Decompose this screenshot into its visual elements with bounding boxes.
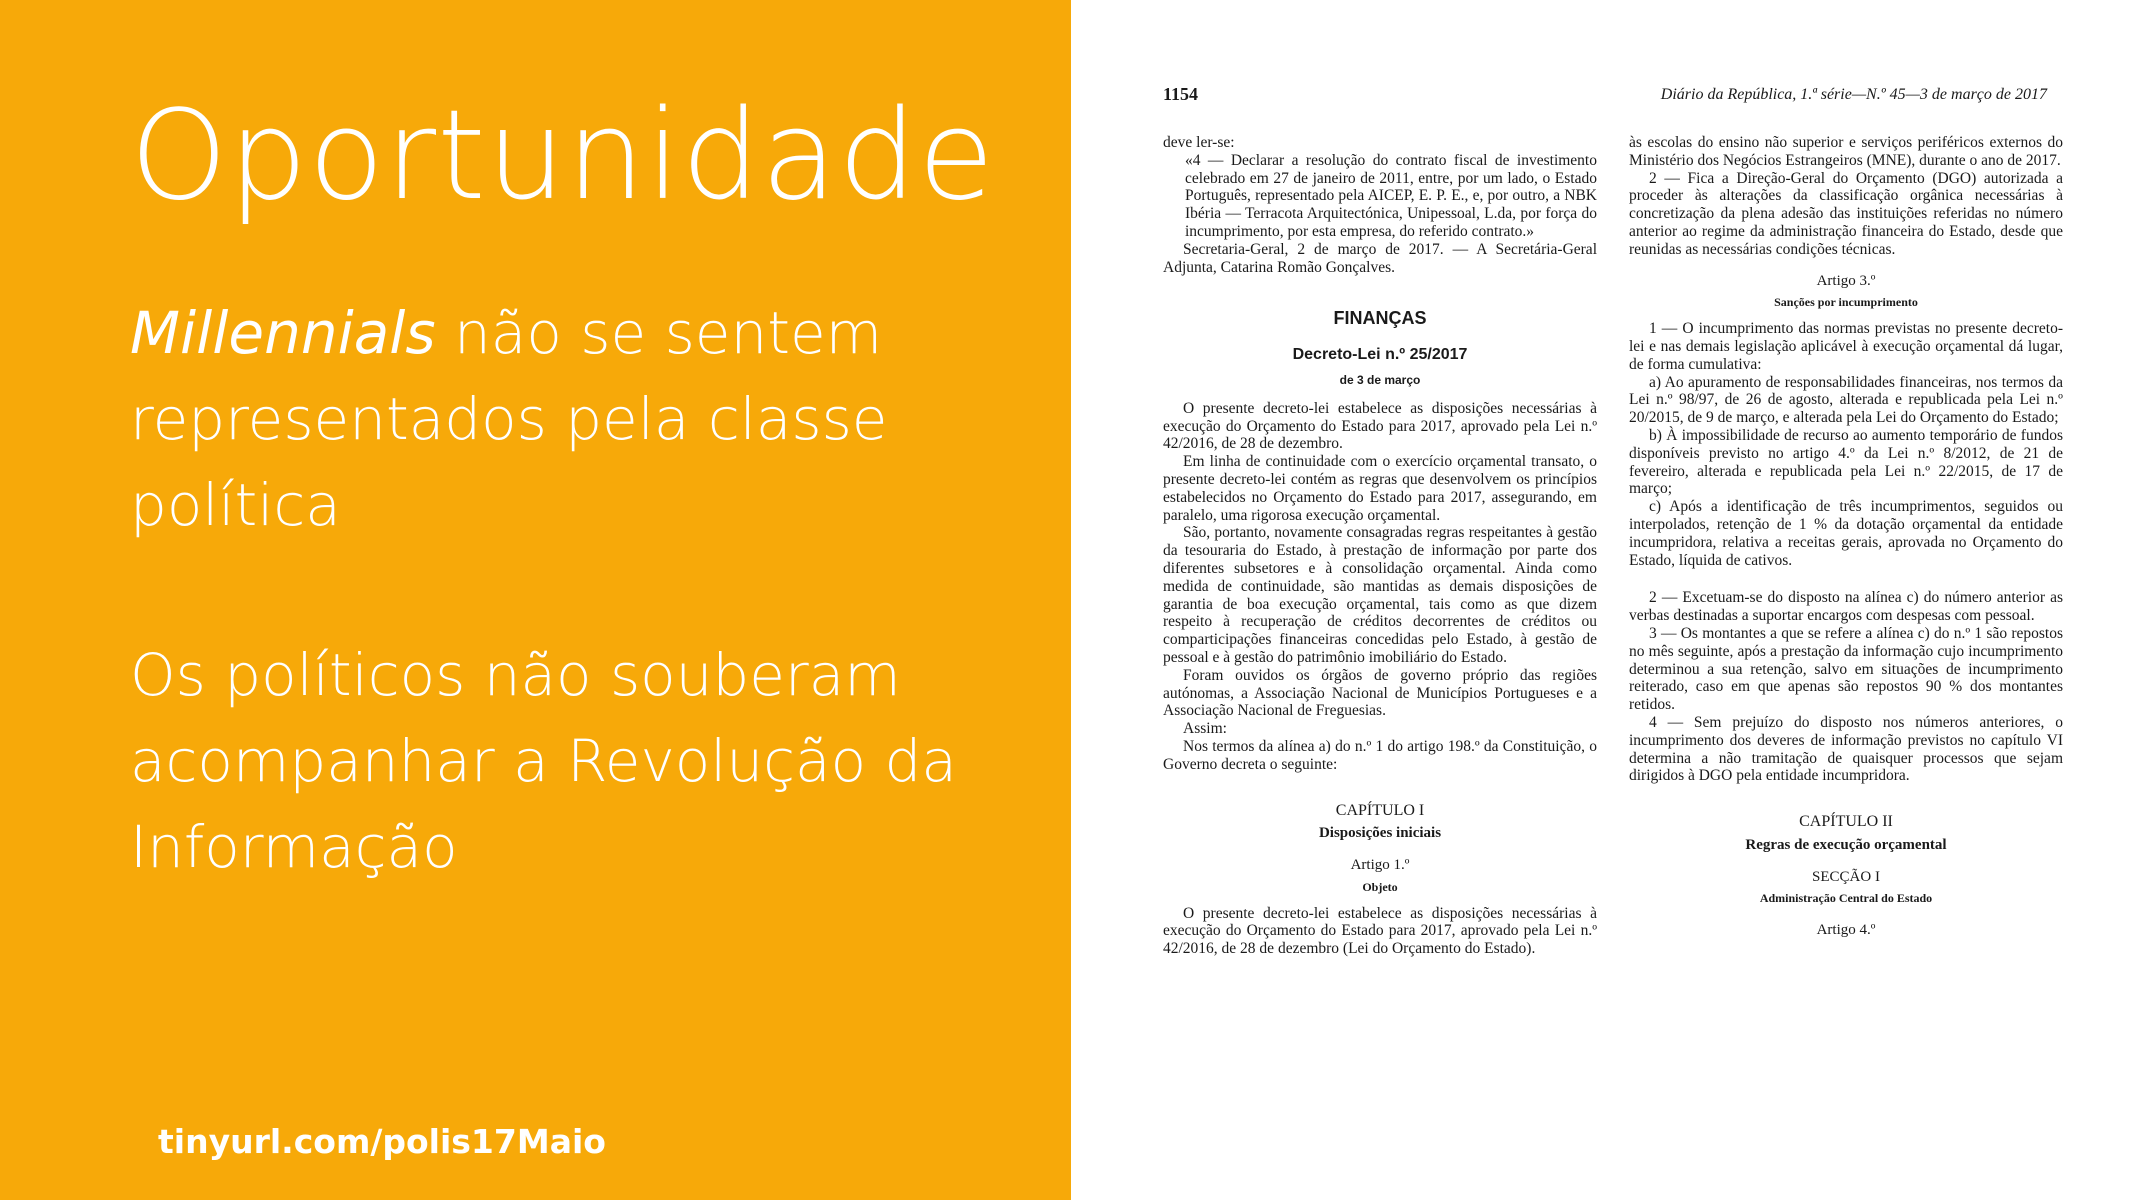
doc-paragraph: Nos termos da alínea a) do n.º 1 do artigo 198.º da Constituição, o Governo decreta o seguinte: xyxy=(1163,737,1597,773)
doc-article-title: Sanções por incumprimento xyxy=(1774,295,1918,310)
doc-paragraph: O presente decreto-lei estabelece as disposições necessárias à execução do Orçamento do Estado para 2017, aprovado pela Lei n.º 42/2016, de 28 de dezembro (Lei do Orçamento do Estado). xyxy=(1163,904,1597,958)
doc-paragraph: a) Ao apuramento de responsabilidades financeiras, nos termos da Lei n.º 98/97, de 26 de agosto, alterada e republicada pela Lei n.º 20/2015, de 9 de março, e alterada pela Lei do Orçamento do Estado; xyxy=(1629,373,2063,427)
doc-right-column xyxy=(1629,134,2063,944)
doc-paragraph: 4 — Sem prejuízo do disposto nos números anteriores, o incumprimento dos deveres de informação previstos no capítulo VI determina a não tramitação de quaisquer processos que sejam dirigidos à DGO pela entidade incumpridora. xyxy=(1629,713,2063,785)
doc-chapter-title: Regras de execução orçamental xyxy=(1745,836,1947,853)
doc-intro: deve ler-se: xyxy=(1163,134,1235,151)
doc-paragraph: 2 — Fica a Direção-Geral do Orçamento (DGO) autorizada a proceder às alterações da classificação orgânica necessárias à concretização da plena adesão das instituições referidas no número anterior ao regime da administração financeira do Estado, desde que reunidas as necessárias condições técnicas. xyxy=(1629,169,2063,258)
doc-header-title: Diário da República, 1.ª série—N.º 45—3 de março de 2017 xyxy=(1660,86,2047,103)
doc-chapter: CAPÍTULO II xyxy=(1799,813,1893,831)
doc-chapter-title: Disposições iniciais xyxy=(1318,825,1442,842)
doc-paragraph: O presente decreto-lei estabelece as disposições necessárias à execução do Orçamento do Estado para 2017, aprovado pela Lei n.º 42/2016, de 28 de dezembro. xyxy=(1163,399,1597,453)
doc-chapter: CAPÍTULO I xyxy=(1335,801,1425,819)
doc-paragraph: Em linha de continuidade com o exercício orçamental transato, o presente decreto-lei contém as regras que desenvolvem os princípios estabelecidos no Orçamento do Estado para 2017, assegurando, em paralelo, uma rigorosa execução orçamental. xyxy=(1163,453,1597,524)
doc-paragraph: Foram ouvidos os órgãos de governo próprio das regiões autónomas, a Associação Nacional de Municípios Portugueses e a Associação Nacional de Freguesias. xyxy=(1163,666,1597,720)
doc-left-column xyxy=(1163,134,1597,958)
doc-page-number: 1154 xyxy=(1163,84,1199,104)
doc-quote: «4 — Declarar a resolução do contrato fiscal de investimento celebrado em 27 de janeiro de 2011, entre, por um lado, o Estado Português, representado pela AICEP, E. P. E., e, por outro, a NBK Ibéria — Terracota Arquitectónica, Unipessoal, L.da, por força do incumprimento, por esta empresa, do referido contrato.» xyxy=(1185,151,1597,240)
slide-title: Oportunidade xyxy=(130,84,996,228)
doc-section: SECÇÃO I xyxy=(1812,868,1880,885)
doc-article: Artigo 1.º xyxy=(1350,857,1410,874)
doc-article-title: Objeto xyxy=(1362,879,1398,894)
paragraph-millennials-text: não se sentem representados pela classe política xyxy=(130,299,888,539)
doc-section-title: Administração Central do Estado xyxy=(1759,891,1933,906)
doc-ministry: FINANÇAS xyxy=(1333,308,1427,329)
paragraph-millennials xyxy=(130,290,1030,548)
doc-decree-date: de 3 de março xyxy=(1339,372,1421,387)
doc-paragraph: às escolas do ensino não superior e serviços periféricos externos do Ministério dos Negócios Estrangeiros (MNE), durante o ano de 2017. xyxy=(1629,134,2063,169)
doc-paragraph: 1 — O incumprimento das normas previstas no presente decreto-lei e nas demais legislação aplicável à execução orçamental dá lugar, de forma cumulativa: xyxy=(1629,320,2063,373)
doc-paragraph: 2 — Excetuam-se do disposto na alínea c) do número anterior as verbas destinadas a suportar encargos com despesas com pessoal. xyxy=(1629,589,2063,625)
doc-paragraph: São, portanto, novamente consagradas regras respeitantes à gestão da tesouraria do Estado, à prestação de informação por parte dos diferentes subsetores e à consolidação orçamental. Ainda como medida de continuidade, são mantidas as demais disposições de garantia de boa execução orçamental, tais como as que dizem respeito à recuperação de créditos decorrentes de créditos ou comparticipações financeiras concedidas pelo Estado, à gestão de pessoal e à gestão do patrimônio imobiliário do Estado. xyxy=(1163,524,1597,666)
doc-signature: Secretaria-Geral, 2 de março de 2017. — A Secretária-Geral Adjunta, Catarina Romão Gonçalves. xyxy=(1163,240,1597,276)
paragraph-politicians: Os políticos não souberam acompanhar a Revolução da Informação xyxy=(130,641,957,881)
millennials-emphasis: Millennials xyxy=(130,299,436,367)
doc-article: Artigo 3.º xyxy=(1816,272,1876,289)
doc-decree-title: Decreto-Lei n.º 25/2017 xyxy=(1292,346,1468,364)
doc-article: Artigo 4.º xyxy=(1816,922,1876,939)
doc-paragraph: Assim: xyxy=(1183,720,1227,738)
short-link[interactable]: tinyurl.com/polis17Maio xyxy=(158,1122,606,1161)
document-image xyxy=(1071,0,2133,1200)
doc-paragraph: c) Após a identificação de três incumprimentos, seguidos ou interpolados, retenção de 1 % da dotação orçamental da entidade incumpridora, relativa a receitas gerais, aprovada no Orçamento do Estado, líquida de cativos. xyxy=(1629,498,2063,569)
doc-paragraph: 3 — Os montantes a que se refere a alínea c) do n.º 1 são repostos no mês seguinte, após a prestação da informação cujo incumprimento determinou a sua retenção, salvo em situações de incumprimento reiterado, caso em que apenas são repostos 90 % dos montantes retidos. xyxy=(1629,624,2063,714)
doc-paragraph: b) À impossibilidade de recurso ao aumento temporário de fundos disponíveis previsto no artigo 4.º da Lei n.º 8/2012, de 21 de fevereiro, alterada e republicada pela Lei n.º 22/2015, de 17 de março; xyxy=(1629,426,2063,498)
